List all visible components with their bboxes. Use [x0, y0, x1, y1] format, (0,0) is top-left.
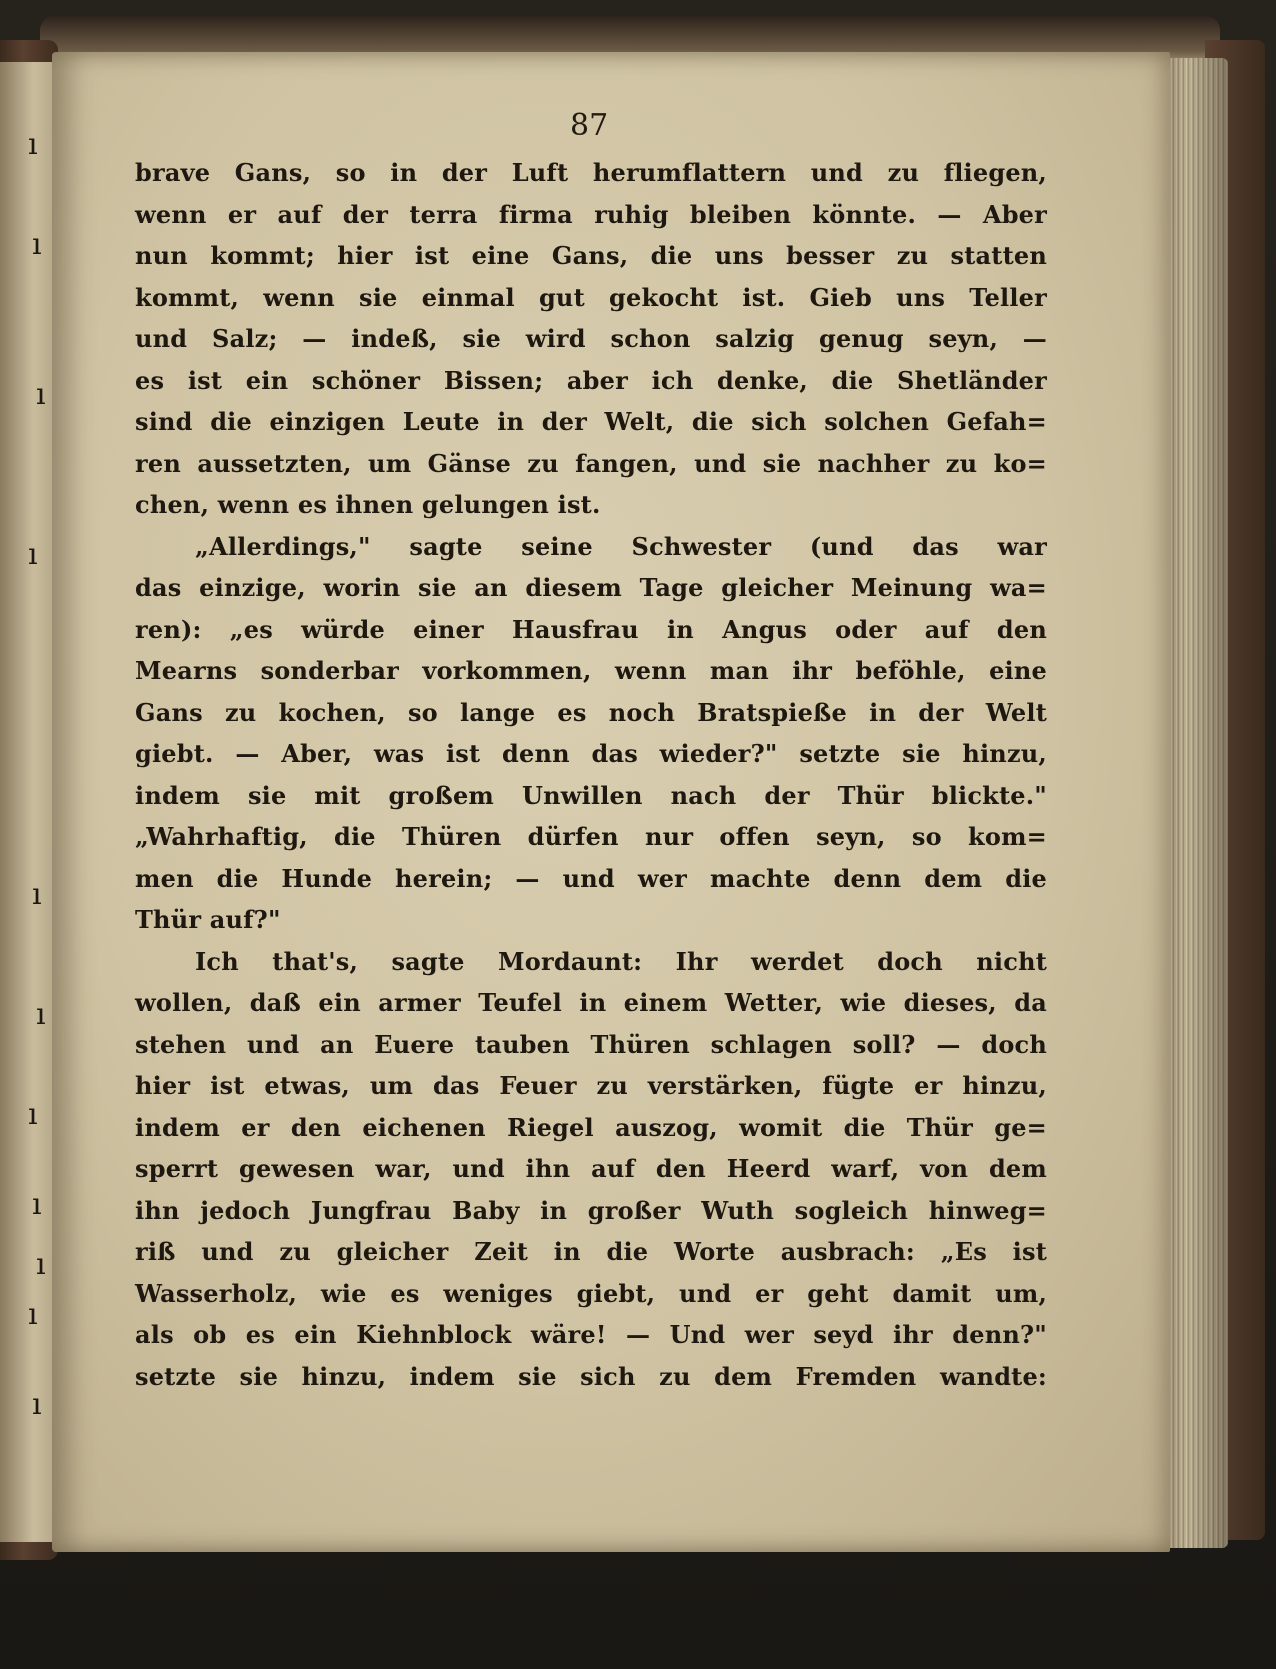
text-line: und Salz; — indeß, sie wird schon salzig genug seyn, —	[135, 324, 1047, 353]
text-line: stehen und an Euere tauben Thüren schlagen soll? — doch	[135, 1029, 1047, 1059]
text-line: hier ist etwas, um das Feuer zu verstärken, fügte er hinzu,	[135, 1071, 1047, 1100]
text-line: Ich that's, sagte Mordaunt: Ihr werdet doch nicht	[195, 946, 1047, 976]
facing-page-glyph: ı	[36, 1247, 46, 1282]
text-line: sperrt gewesen war, und ihn auf den Heerd warf, von dem	[135, 1154, 1047, 1183]
text-line: ihn jedoch Jungfrau Baby in großer Wuth sogleich hinweg=	[135, 1195, 1047, 1225]
text-line: Wasserholz, wie es weniges giebt, und er geht damit um,	[135, 1278, 1047, 1308]
text-line: wenn er auf der terra firma ruhig bleiben könnte. — Aber	[135, 199, 1047, 229]
text-line: es ist ein schöner Bissen; aber ich denke, die Shetländer	[135, 365, 1047, 395]
text-line: giebt. — Aber, was ist denn das wieder?" setzte sie hinzu,	[135, 739, 1047, 768]
text-line: brave Gans, so in der Luft herumflattern und zu fliegen,	[135, 158, 1047, 187]
text-line: men die Hunde herein; — und wer machte denn dem die	[135, 863, 1047, 893]
facing-page-glyph: ı	[28, 1297, 38, 1332]
text-line: Thür auf?"	[135, 905, 281, 934]
facing-page-glyph: ı	[28, 537, 38, 572]
facing-page-edge	[0, 62, 56, 1542]
text-line: wollen, daß ein armer Teufel in einem Wetter, wie dieses, da	[135, 988, 1047, 1017]
text-line: setzte sie hinzu, indem sie sich zu dem Fremden wandte:	[135, 1361, 1047, 1391]
facing-page-glyph: ı	[32, 1187, 42, 1222]
text-line: chen, wenn es ihnen gelungen ist.	[135, 490, 601, 519]
facing-page-glyph: ı	[32, 227, 42, 262]
text-line: riß und zu gleicher Zeit in die Worte ausbrach: „Es ist	[135, 1237, 1047, 1266]
text-line: „Wahrhaftig, die Thüren dürfen nur offen seyn, so kom=	[135, 822, 1047, 851]
text-line: ren aussetzten, um Gänse zu fangen, und sie nachher zu ko=	[135, 448, 1047, 478]
text-line: Gans zu kochen, so lange es noch Bratspieße in der Welt	[135, 697, 1047, 727]
text-line: ren): „es würde einer Hausfrau in Angus oder auf den	[135, 614, 1047, 644]
text-line: das einzige, worin sie an diesem Tage gleicher Meinung wa=	[135, 573, 1047, 602]
page-text	[135, 152, 1047, 1397]
facing-page-glyph: ı	[28, 1097, 38, 1132]
page-edges-shade	[1160, 58, 1228, 1548]
text-line: als ob es ein Kiehnblock wäre! — Und wer seyd ihr denn?"	[135, 1320, 1047, 1349]
facing-page-glyph: ı	[32, 1387, 42, 1422]
text-line: Mearns sonderbar vorkommen, wenn man ihr beföhle, eine	[135, 656, 1047, 685]
facing-page-glyph: ı	[36, 997, 46, 1032]
text-line: indem er den eichenen Riegel auszog, womit die Thür ge=	[135, 1112, 1047, 1142]
text-line: sind die einzigen Leute in der Welt, die sich solchen Gefah=	[135, 407, 1047, 436]
text-line: „Allerdings," sagte seine Schwester (und das war	[195, 531, 1047, 561]
page-number: 87	[570, 108, 609, 143]
facing-page-glyph: ı	[32, 877, 42, 912]
facing-page-glyph: ı	[36, 377, 46, 412]
text-line: indem sie mit großem Unwillen nach der Thür blickte."	[135, 780, 1047, 810]
text-line: nun kommt; hier ist eine Gans, die uns besser zu statten	[135, 241, 1047, 270]
facing-page-glyph: ı	[28, 127, 38, 162]
text-line: kommt, wenn sie einmal gut gekocht ist. Gieb uns Teller	[135, 282, 1047, 312]
